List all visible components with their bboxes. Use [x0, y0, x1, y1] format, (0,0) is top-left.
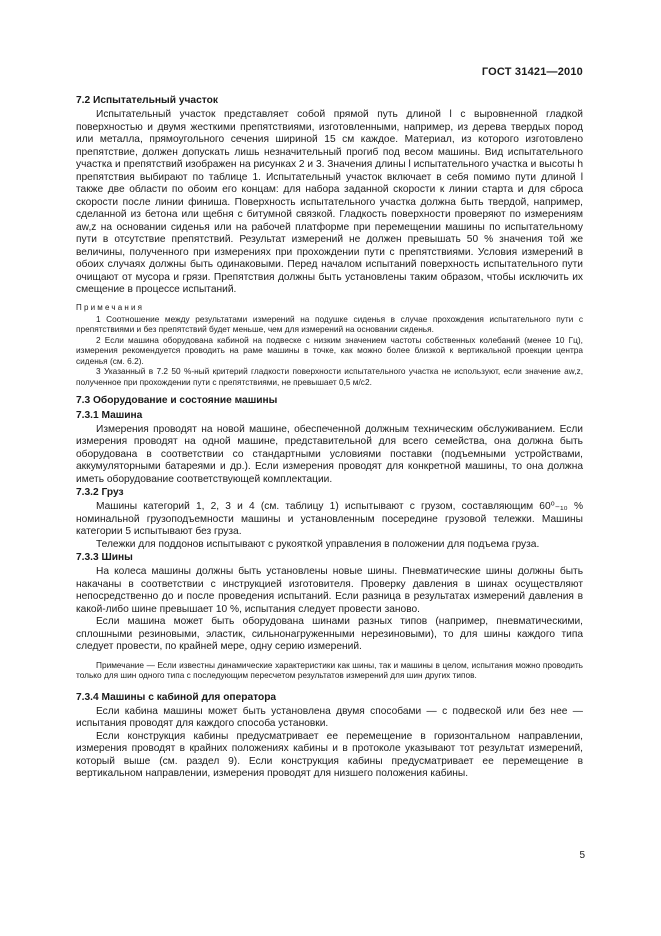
section-7-3-3-paragraph-1: На колеса машины должны быть установлены новые шины. Пневматические шины должны быть накачаны в соответствии с инструкцией изготовителя. Проверку давления в шинах осуществляют непосредственно до и после проведения испытаний. Если разница в результатах измерений давления в какой-либо шине превышает 10 %, испытания следует провести заново.	[76, 566, 583, 615]
document-number: ГОСТ 31421—2010	[481, 66, 583, 78]
section-7-3-heading: 7.3 Оборудование и состояние машины	[76, 394, 278, 406]
note-3: 3 Указанный в 7.2 50 %-ный критерий гладкости поверхности испытательного участка не используют, если значение aw,z, полученное при прохождении пути с препятствиями, не превышает 0,5 м/с2.	[76, 366, 583, 388]
section-7-3-3-paragraph-2: Если машина может быть оборудована шинами разных типов (например, пневматическими, сплошными резиновыми, эластик, сильнонагруженными нерезиновыми), то для шины каждого типа следует провести, по крайней мере, одну серию измерений.	[76, 616, 583, 653]
section-7-2-body: Испытательный участок представляет собой прямой путь длиной l с выровненной гладкой поверхностью и двумя жесткими препятствиями, изготовленными, например, из дерева твердых пород или металла, прямоугольного сечения шириной 15 см каждое. Материал, из которого изготовлено препятствие, должен допускать лишь незначительный прогиб под весом машины. Вид испытательного участка и препятствий изображен на рисунках 2 и 3. Значения длины l испытательного участка и высоты h препятствия выбирают по таблице 1. Испытательный участок включает в себя помимо пути длиной l также две области по обоим его концам: для набора заданной скорости к линии старта и для сброса скорости после линии финиша. Поверхность испытательного участка должна быть твердой, например, сделанной из бетона или щебня с битумной связкой. Гладкость поверхности проверяют по измерениям aw,z на основании сиденья или на рабочей платформе при перемещении машины по испытательному пути в отсутствие препятствий. Результат измерений не должен превышать 50 % значения той же величины, полученного при измерениях при прохождении пути с препятствиями. Условия измерений в обоих случаях должны быть одинаковыми. Перед началом испытаний поверхность испытательного пути очищают от мусора и грязи. Препятствия должны быть установлены таким образом, чтобы исключить их смещение в процессе испытаний.	[76, 109, 583, 295]
section-7-3-4-heading: 7.3.4 Машины с кабиной для оператора	[76, 691, 277, 703]
section-7-3-4-paragraph-1: Если кабина машины может быть установлена двумя способами — с подвеской или без нее — испытания проводят для каждого способа установки.	[76, 705, 583, 730]
section-7-3-3-heading: 7.3.3 Шины	[76, 552, 133, 564]
note-1: 1 Соотношение между результатами измерений на подушке сиденья в случае прохождения испытательного пути с препятствиями и без препятствий будет меньше, чем для измерений на основании сиденья.	[76, 313, 583, 335]
section-7-3-2-paragraph-2: Тележки для поддонов испытывают с рукояткой управления в положении для подъема груза.	[96, 538, 540, 550]
page-number: 5	[579, 850, 585, 861]
document-content	[76, 94, 583, 781]
section-7-3-3-note: Примечание — Если известны динамические характеристики как шины, так и машины в целом, испытания можно проводить только для шин одного типа с последующим пересчетом результатов измерений для шин других типов.	[76, 659, 583, 681]
section-7-3-1-body: Измерения проводят на новой машине, обеспеченной должным техническим обслуживанием. Если измерения проводят на одной машине, представительной для всего семейства, она должна быть оборудована в соответствии со стандартными условиями поставки (подъемными устройствами, аккумуляторными батареями и др.). Если измерения проводят для конкретной машины, то она должна иметь оборудование соответствующей комплектации.	[76, 423, 583, 485]
note-2: 2 Если машина оборудована кабиной на подвеске с низким значением частоты собственных колебаний (менее 10 Гц), измерения рекомендуется проводить на раме машины в точке, как можно более близкой к вертикальной проекции центра сиденья (см. 6.2).	[76, 334, 583, 366]
notes-title: Примечания	[76, 302, 145, 312]
section-7-3-2-paragraph-1: Машины категорий 1, 2, 3 и 4 (см. таблицу 1) испытывают с грузом, составляющим 60⁰₋₁₀ % номинальной грузоподъемности машины и установленным посередине грузовой тележки. Машины категории 5 испытывают без груза.	[76, 501, 583, 538]
section-7-3-1-heading: 7.3.1 Машина	[76, 409, 143, 421]
section-7-3-2-heading: 7.3.2 Груз	[76, 487, 124, 499]
section-7-3-4-paragraph-2: Если конструкция кабины предусматривает ее перемещение в горизонтальном направлении, измерения проводят в крайних положениях кабины и в протоколе указывают тот результат измерений, который выше (см. раздел 9). Если конструкция кабины предусматривает ее перемещение в вертикальном направлении, измерения проводят для низшего положения кабины.	[76, 730, 583, 780]
section-7-2-heading: 7.2 Испытательный участок	[76, 95, 218, 106]
